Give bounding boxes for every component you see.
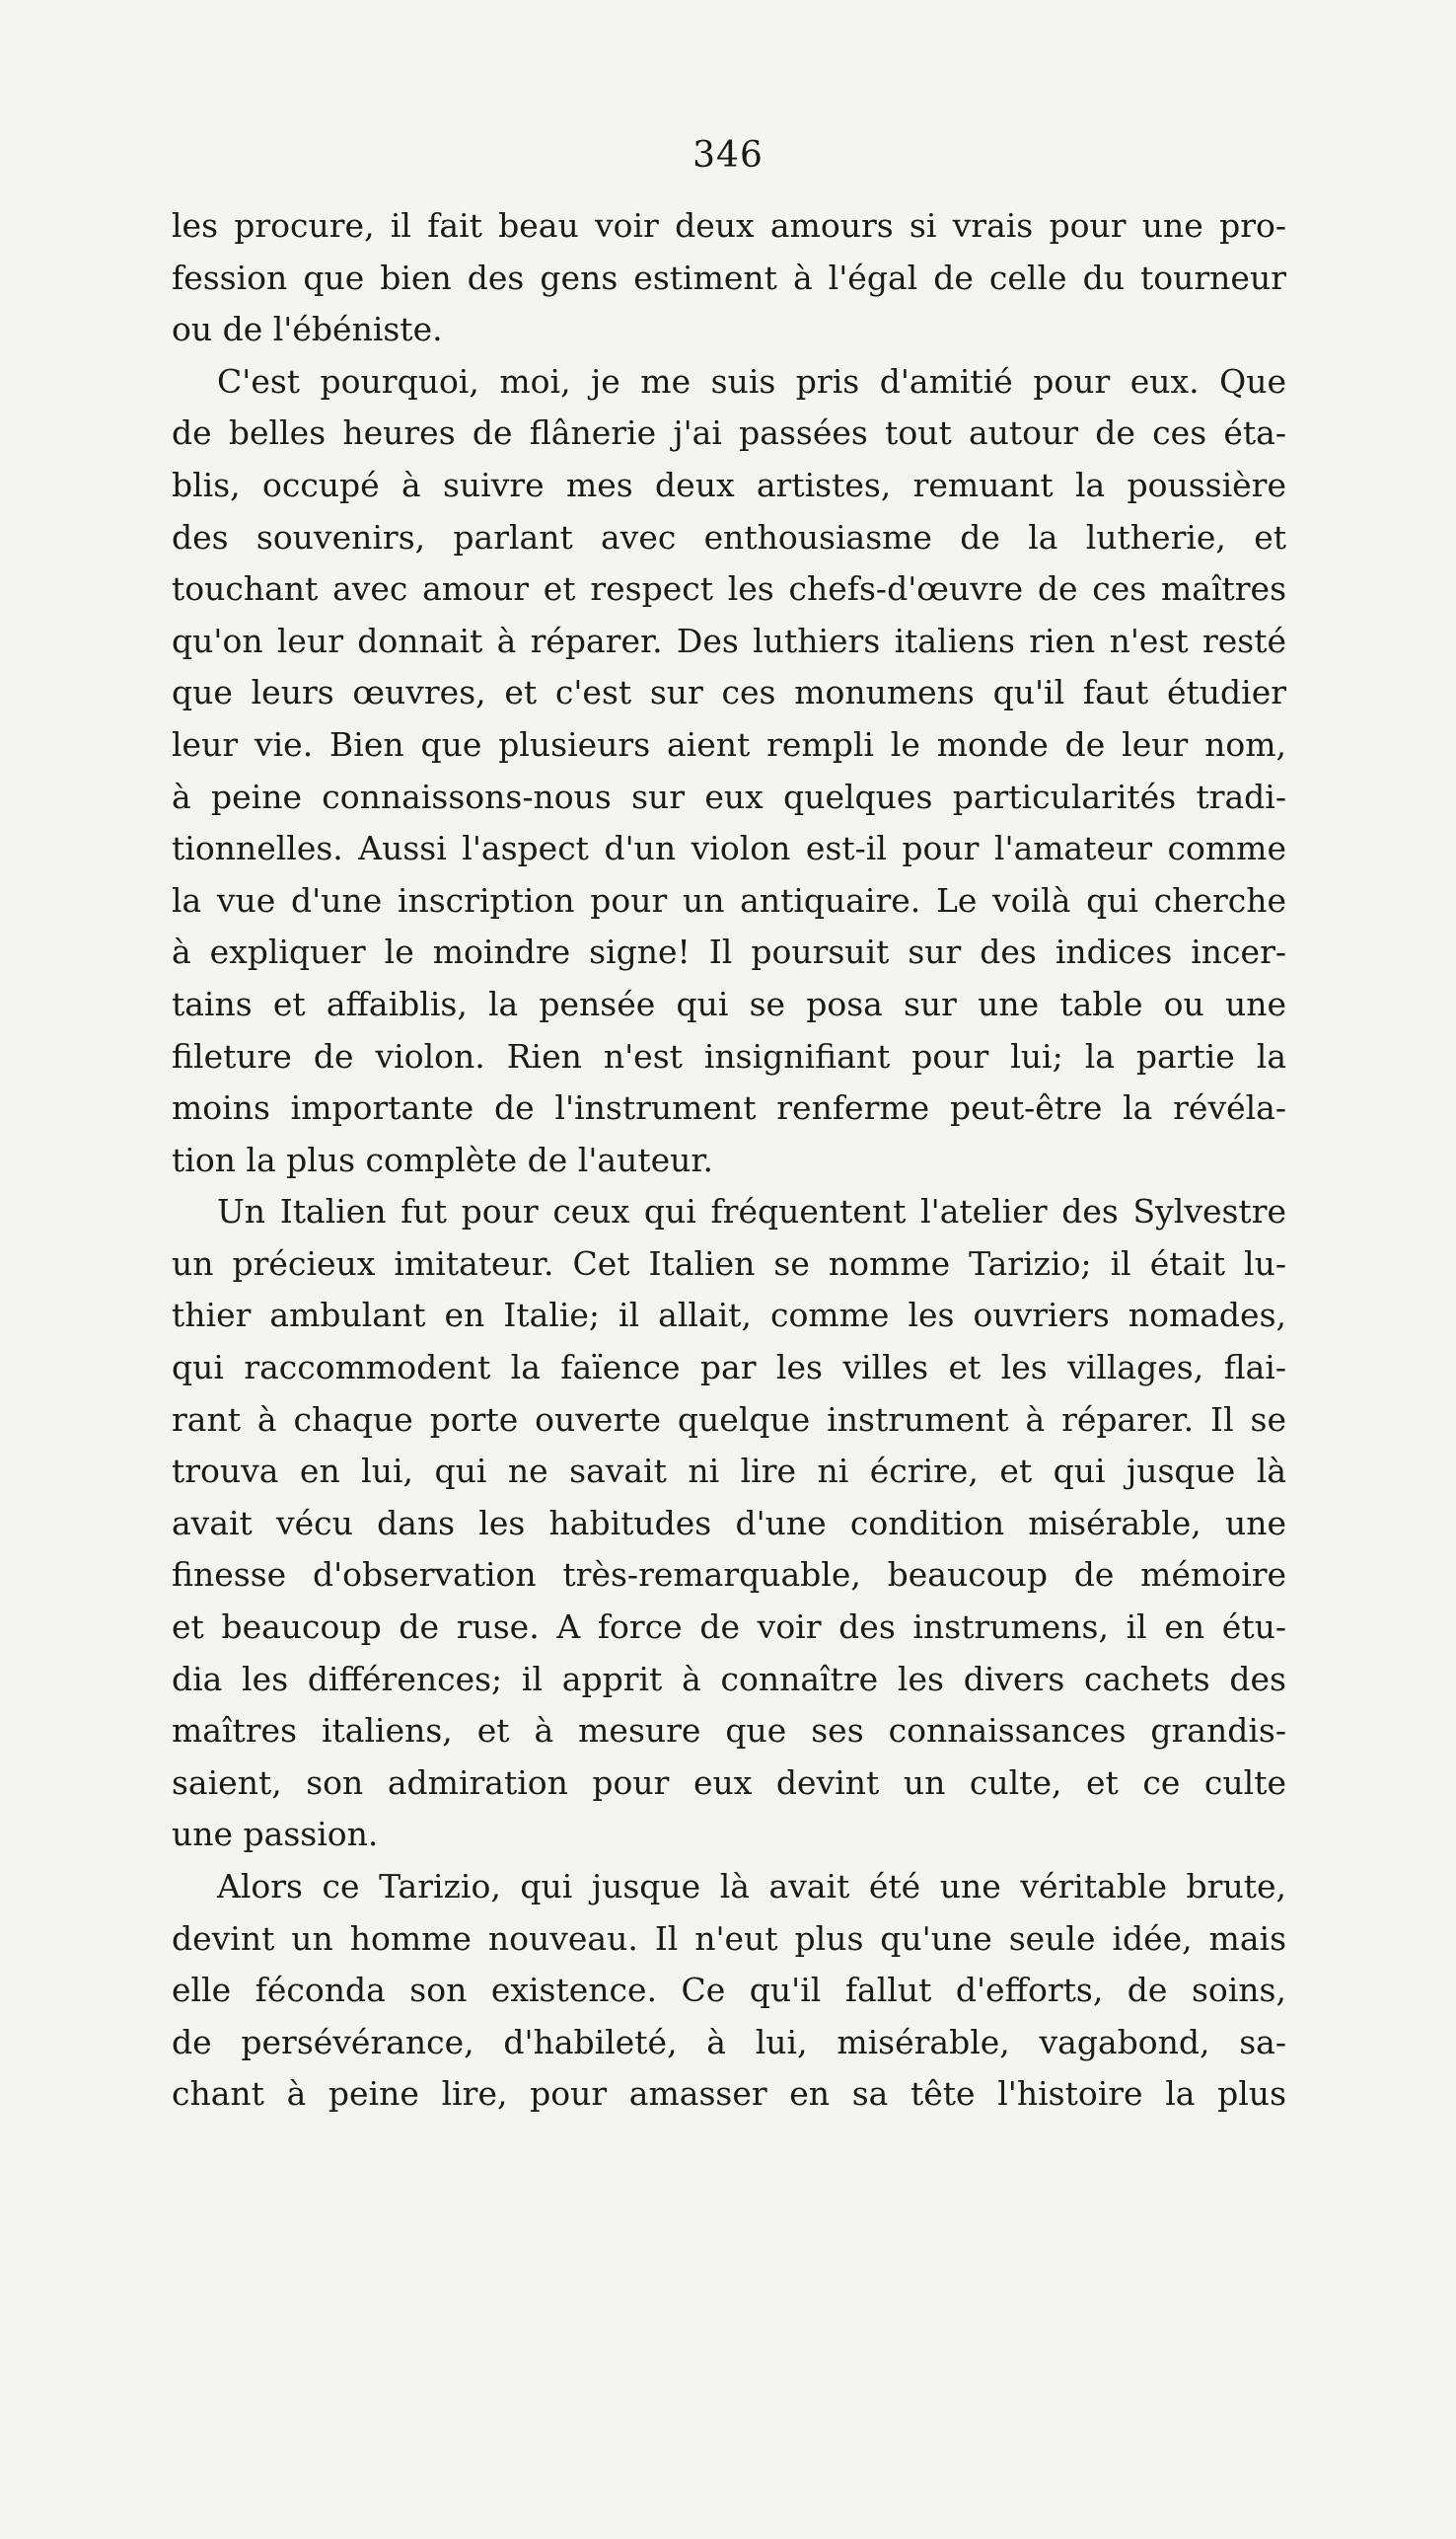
text-line: la vue d'une inscription pour un antiquaire. Le voilà qui cherche bbox=[172, 880, 1286, 920]
paragraph bbox=[172, 1186, 1286, 1861]
text-line: leur vie. Bien que plusieurs aient rempli le monde de leur nom, bbox=[172, 724, 1286, 764]
text-line: finesse d'observation très-remarquable, beaucoup de mémoire bbox=[172, 1555, 1286, 1595]
text-line: des souvenirs, parlant avec enthousiasme de la lutherie, et bbox=[172, 517, 1286, 557]
text-line: les procure, il fait beau voir deux amours si vrais pour une pro- bbox=[172, 206, 1286, 245]
text-line: un précieux imitateur. Cet Italien se nomme Tarizio; il était lu- bbox=[172, 1243, 1286, 1283]
text-line: tion la plus complète de l'auteur. bbox=[172, 1140, 714, 1179]
text-line: qu'on leur donnait à réparer. Des luthiers italiens rien n'est resté bbox=[172, 621, 1286, 660]
paragraph bbox=[172, 200, 1286, 356]
paragraph bbox=[172, 356, 1286, 1187]
text-line: que leurs œuvres, et c'est sur ces monumens qu'il faut étudier bbox=[172, 673, 1286, 712]
text-line: à peine connaissons-nous sur eux quelques particularités tradi- bbox=[172, 777, 1286, 816]
text-line: tains et affaiblis, la pensée qui se posa sur une table ou une bbox=[172, 984, 1286, 1023]
body-text bbox=[172, 200, 1286, 2121]
text-line: Alors ce Tarizio, qui jusque là avait été une véritable brute, bbox=[217, 1867, 1286, 1905]
text-line: devint un homme nouveau. Il n'eut plus qu'une seule idée, mais bbox=[172, 1918, 1286, 1958]
text-line: ou de l'ébéniste. bbox=[172, 310, 443, 349]
text-line: fession que bien des gens estiment à l'égal de celle du tourneur bbox=[172, 258, 1286, 297]
text-line: elle féconda son existence. Ce qu'il fallut d'efforts, de soins, bbox=[172, 1971, 1286, 2010]
text-line: thier ambulant en Italie; il allait, comme les ouvriers nomades, bbox=[172, 1296, 1286, 1335]
text-line: tionnelles. Aussi l'aspect d'un violon est-il pour l'amateur comme bbox=[172, 829, 1286, 868]
text-line: fileture de violon. Rien n'est insignifiant pour lui; la partie la bbox=[172, 1036, 1286, 1076]
text-line: blis, occupé à suivre mes deux artistes, remuant la poussière bbox=[172, 465, 1286, 504]
text-line: qui raccommodent la faïence par les villes et les villages, flai- bbox=[172, 1348, 1286, 1387]
text-line: C'est pourquoi, moi, je me suis pris d'amitié pour eux. Que bbox=[217, 361, 1286, 401]
text-line: à expliquer le moindre signe! Il poursuit sur des indices incer- bbox=[172, 933, 1286, 972]
text-line: saient, son admiration pour eux devint un culte, et ce culte bbox=[172, 1762, 1286, 1802]
text-line: de persévérance, d'habileté, à lui, misérable, vagabond, sa- bbox=[172, 2022, 1286, 2061]
text-line: moins importante de l'instrument renferme peut-être la révéla- bbox=[172, 1088, 1286, 1128]
text-line: de belles heures de flânerie j'ai passées tout autour de ces éta- bbox=[172, 413, 1286, 453]
text-line: dia les différences; il apprit à connaître les divers cachets des bbox=[172, 1659, 1286, 1698]
text-line: chant à peine lire, pour amasser en sa tête l'histoire la plus bbox=[172, 2074, 1286, 2114]
text-line: maîtres italiens, et à mesure que ses connaissances grandis- bbox=[172, 1711, 1286, 1751]
page-number: 346 bbox=[692, 135, 764, 176]
text-line: touchant avec amour et respect les chefs-d'œuvre de ces maîtres bbox=[172, 569, 1286, 609]
text-line: Un Italien fut pour ceux qui fréquentent l'atelier des Sylvestre bbox=[217, 1192, 1286, 1232]
paragraph bbox=[172, 1861, 1286, 2121]
text-line: rant à chaque porte ouverte quelque instrument à réparer. Il se bbox=[172, 1399, 1286, 1439]
text-line: une passion. bbox=[172, 1815, 379, 1854]
text-line: avait vécu dans les habitudes d'une condition misérable, une bbox=[172, 1503, 1286, 1542]
text-line: trouva en lui, qui ne savait ni lire ni écrire, et qui jusque là bbox=[172, 1452, 1286, 1491]
text-line: et beaucoup de ruse. A force de voir des instrumens, il en étu- bbox=[172, 1607, 1286, 1647]
